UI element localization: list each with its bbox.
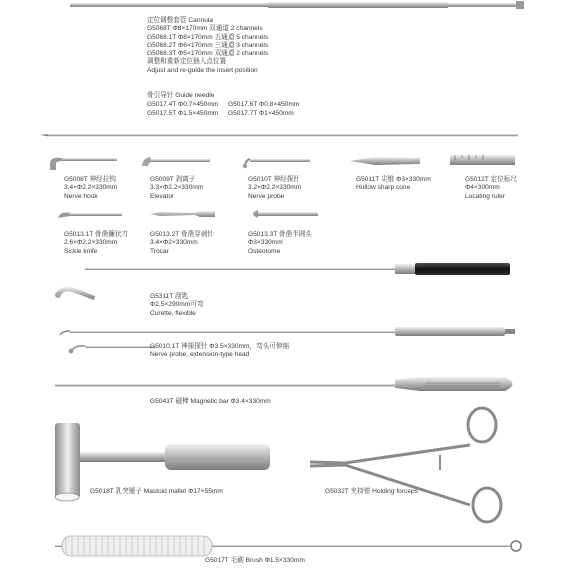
sickle-knife-label — [64, 231, 128, 256]
tool-code: G5010.1T 神探探针 Φ3.5×330mm，弯头可伸缩 — [150, 343, 290, 350]
trocar-label — [150, 231, 214, 256]
tool-code: G5012T 定位标尺 — [465, 176, 517, 183]
cannula-spec-line: G5068T Φ8×170mm 双通道 2 channels — [147, 25, 263, 33]
elevator-label — [150, 176, 203, 201]
hollow-sharp-cone-image — [350, 157, 420, 165]
tool-size: Φ3×330mm — [248, 239, 283, 247]
tool-code: G5010T 神经探针 — [248, 176, 300, 183]
tool-code: G5013.2T 骨凿穿刺针 — [150, 231, 215, 238]
guide-needle-line: G5017.4T Φ0.7×450mm — [147, 101, 219, 108]
guide-needle-line: G5017.5T Φ1.5×450mm — [147, 110, 219, 117]
tool-name: Trocar — [150, 247, 169, 255]
cannula-note-cn: 调整和重新定位插入点位置 — [147, 58, 227, 66]
tool-code: G5008T 神经拉钩 — [64, 176, 116, 183]
cannula-spec-block — [147, 17, 268, 75]
cannula-note-en: Adjust and re-guide the insert position — [147, 66, 258, 74]
magnetic-bar-label: G5043T 磁棒 Magnetic bar Φ3.4×330mm — [150, 398, 271, 405]
nerve-probe-ext-label — [150, 343, 289, 360]
guide-needle-image — [40, 134, 518, 136]
cannula-spec-line: G5068.3T Φ5×170mm 双通道 2 channels — [147, 50, 269, 58]
tool-size: 3.4×Φ2×330mm — [150, 239, 198, 247]
locating-ruler-image — [450, 155, 515, 165]
brush-image — [55, 536, 521, 556]
tool-size: Φ4×300mm — [465, 184, 500, 192]
tool-name: Curette, flexible — [150, 309, 196, 317]
tool-size: Φ2.5×290mm可弯 — [150, 301, 204, 309]
guide-needle-title: 骨引导针 Guide needle — [147, 92, 215, 99]
tool-code: G5013.3T 骨凿半圆头 — [248, 231, 313, 238]
nerve-probe-image — [243, 159, 310, 168]
guide-needle-line: G5017.7T Φ1×450mm — [228, 110, 294, 117]
tool-code: G5311T 刮匙 — [150, 293, 189, 300]
hollow-sharp-cone-label — [356, 176, 431, 193]
tool-name: Osteotome — [248, 247, 281, 255]
nerve-probe-label — [248, 176, 301, 201]
holding-forceps-label: G5032T 夹持钳 Holding forceps — [325, 488, 418, 495]
nerve-hook-image — [50, 158, 117, 170]
tool-name: Elevator — [150, 192, 175, 200]
brush-label: G5017T 毛刷 Brush Φ1.5×330mm — [205, 557, 305, 564]
osteotome-label — [248, 231, 312, 256]
tool-size: 3.3×Φ2.2×330mm — [150, 184, 204, 192]
mastoid-mallet-label: G5018T 乳突锤子 Mastoid mallet Φ17×55mm — [90, 488, 223, 495]
tool-size: 3.4×Φ2.2×330mm — [64, 184, 118, 192]
elevator-image — [142, 157, 210, 166]
tool-size: 2.6×Φ2.2×330mm — [64, 239, 118, 247]
holding-forceps-image — [310, 408, 501, 522]
tool-name: Locating ruler — [465, 192, 505, 200]
tool-name: Nerve hook — [64, 192, 98, 200]
osteotome-image — [253, 210, 318, 218]
nerve-hook-label — [64, 176, 117, 201]
cannula-spec-line: G5068.2T Φ6×170mm 三通道 3 channels — [147, 41, 269, 49]
magnetic-bar-image — [55, 377, 513, 391]
tool-code: G5011T 尖锥 Φ3×330mm — [356, 176, 431, 183]
tool-name: Sickle knife — [64, 247, 98, 255]
tool-name: Nerve probe, extension-type head — [150, 351, 250, 359]
tool-code: G5009T 剥离子 — [150, 176, 196, 183]
curette-label — [150, 293, 203, 318]
cannula-title: 定位调整套管 Cannula — [147, 17, 213, 24]
curette-image — [55, 263, 510, 300]
tool-name: Nerve probe — [248, 192, 285, 200]
tool-name: Hollow sharp cone — [356, 184, 411, 192]
guide-needle-line: G5017.6T Φ0.8×450mm — [228, 101, 300, 108]
tool-size: 3.2×Φ2.2×330mm — [248, 184, 302, 192]
trocar-image — [150, 211, 215, 217]
cannula-spec-line: G5068.1T Φ8×170mm 五通道 5 channels — [147, 33, 269, 41]
locating-ruler-label — [465, 176, 517, 201]
tool-code: G5013.1T 骨凿镰状刀 — [64, 231, 129, 238]
sickle-knife-image — [58, 213, 122, 218]
cannula-image — [70, 1, 524, 9]
